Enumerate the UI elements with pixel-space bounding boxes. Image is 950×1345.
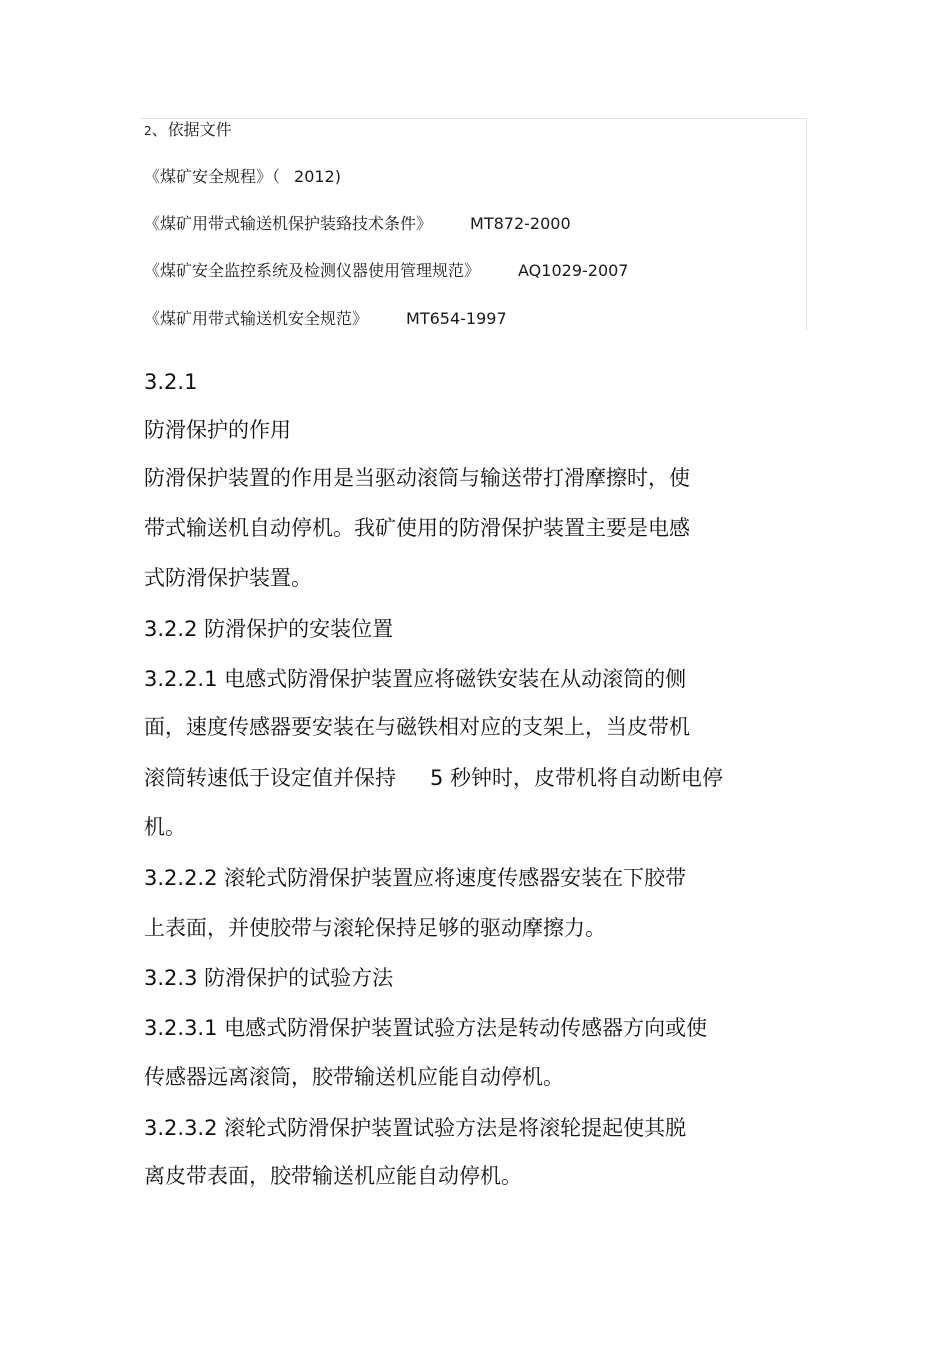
reference-code: 2012) xyxy=(294,167,341,186)
references-heading-text: 、依据文件 xyxy=(151,120,232,139)
paragraph-line: 上表面，并使胶带与滚轮保持足够的驱动摩擦力。 xyxy=(144,916,606,940)
references-heading xyxy=(144,120,232,141)
paragraph-line: 3.2.2.1 电感式防滑保护装置应将磁铁安装在从动滚筒的侧 xyxy=(144,667,687,691)
paragraph-line: 传感器远离滚筒，胶带输送机应能自动停机。 xyxy=(144,1065,564,1089)
section-title-3-2-1: 防滑保护的作用 xyxy=(144,418,291,442)
paragraph-line: 带式输送机自动停机。我矿使用的防滑保护装置主要是电感 xyxy=(144,516,690,540)
section-heading-3-2-3: 3.2.3 防滑保护的试验方法 xyxy=(144,966,394,990)
reference-item xyxy=(144,309,507,329)
paragraph-line: 面，速度传感器要安装在与磁铁相对应的支架上，当皮带机 xyxy=(144,715,690,739)
reference-item xyxy=(144,167,341,187)
reference-title: 《煤矿用带式输送机保护装臵技术条件》 xyxy=(144,214,433,233)
section-heading-3-2-2: 3.2.2 防滑保护的安装位置 xyxy=(144,617,394,641)
reference-title: 《煤矿用带式输送机安全规范》 xyxy=(144,309,369,328)
paragraph-line: 3.2.3.1 电感式防滑保护装置试验方法是转动传感器方向或使 xyxy=(144,1016,708,1040)
references-heading-number: 2 xyxy=(144,124,152,138)
paragraph-line: 3.2.2.2 滚轮式防滑保护装置应将速度传感器安装在下胶带 xyxy=(144,866,687,890)
paragraph-text: 滚筒转速低于设定值并保持 xyxy=(144,766,396,790)
paragraph-line: 离皮带表面，胶带输送机应能自动停机。 xyxy=(144,1164,522,1188)
reference-code: AQ1029-2007 xyxy=(518,261,629,280)
section-number-3-2-1: 3.2.1 xyxy=(144,370,198,394)
paragraph-line: 3.2.3.2 滚轮式防滑保护装置试验方法是将滚轮提起使其脱 xyxy=(144,1116,687,1140)
reference-title: 《煤矿安全规程》（ xyxy=(144,167,281,186)
reference-item xyxy=(144,214,571,234)
paragraph-line: 式防滑保护装置。 xyxy=(144,566,312,590)
paragraph-text: 5 秒钟时，皮带机将自动断电停 xyxy=(430,766,724,790)
paragraph-line: 防滑保护装置的作用是当驱动滚筒与输送带打滑摩擦时，使 xyxy=(144,466,690,490)
paragraph-line: 机。 xyxy=(144,815,186,839)
reference-item xyxy=(144,261,628,281)
paragraph-line xyxy=(144,763,723,793)
reference-code: MT872-2000 xyxy=(470,214,571,233)
reference-code: MT654-1997 xyxy=(406,309,507,328)
reference-title: 《煤矿安全监控系统及检测仪器使用管理规范》 xyxy=(144,261,481,280)
